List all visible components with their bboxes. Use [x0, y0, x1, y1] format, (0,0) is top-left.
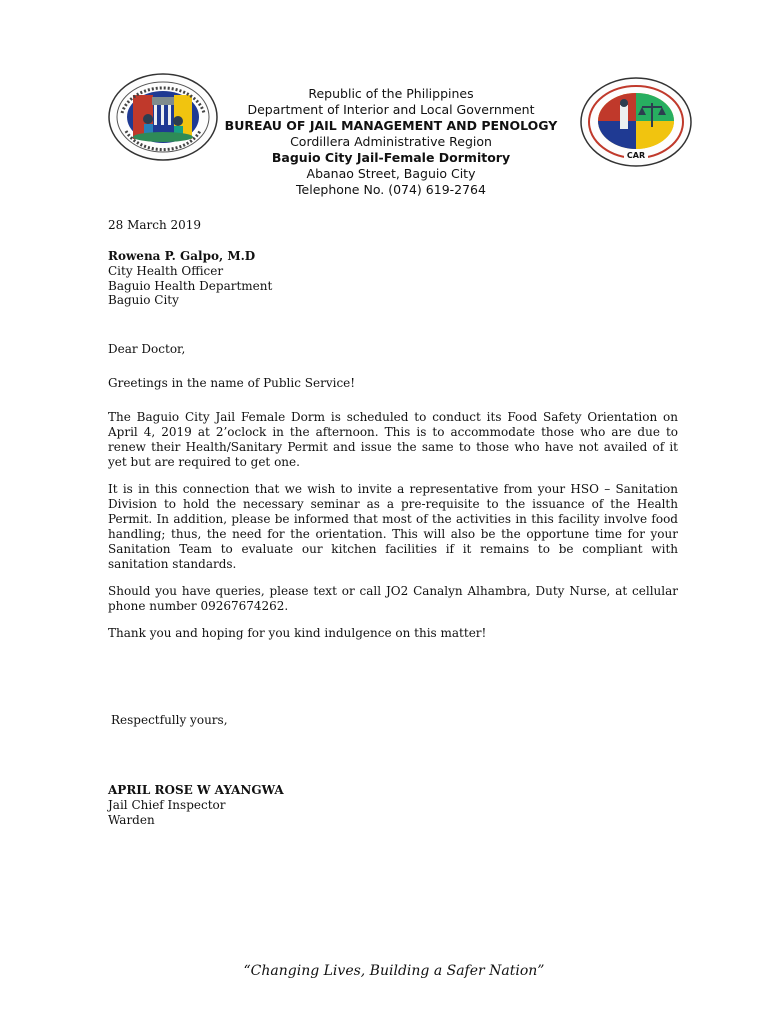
- footer-motto: “Changing Lives, Building a Safer Nation”: [243, 963, 545, 979]
- greeting: Greetings in the name of Public Service!: [108, 376, 356, 390]
- body-paragraph-1: The Baguio City Jail Female Dorm is scheduled to conduct its Food Safety Orientation on April 4, 2019 at 2’oclock in the afternoon. This is to accommodate those who are due to renew their Health/Sanitary Permit and issue the same to those who have not availed of it yet but are required to get one.: [108, 410, 678, 469]
- closing: Respectfully yours,: [111, 713, 228, 727]
- letterhead-bureau: BUREAU OF JAIL MANAGEMENT AND PENOLOGY: [224, 118, 558, 133]
- letterhead-region: Cordillera Administrative Region: [290, 134, 492, 149]
- seal-car-label: CAR: [626, 151, 646, 160]
- body-paragraph-4: Thank you and hoping for you kind indulgence on this matter!: [108, 626, 487, 640]
- letterhead-address: Abanao Street, Baguio City: [306, 166, 476, 181]
- body-paragraph-3: Should you have queries, please text or call JO2 Canalyn Alhambra, Duty Nurse, at cellular phone number 09267674262.: [108, 584, 678, 613]
- regional-bjmp-seal-icon: [580, 77, 692, 167]
- letter-date: 28 March 2019: [108, 218, 202, 232]
- letterhead: [222, 86, 560, 198]
- letterhead-telephone: Telephone No. (074) 619-2764: [296, 182, 486, 197]
- salutation: Dear Doctor,: [108, 342, 186, 356]
- recipient-city: Baguio City: [108, 293, 179, 307]
- recipient-office: Baguio Health Department: [108, 279, 273, 293]
- signatory-position: Warden: [108, 813, 155, 827]
- body-paragraph-2: It is in this connection that we wish to invite a representative from your HSO – Sanitation Division to hold the necessary seminar as a pre-requisite to the issuance of the Health Permit. In addition, please be informed that most of the activities in this facility involve food handling; thus, the need for the orientation. This will also be the opportune time for your Sanitation Team to evaluate our kitchen facilities if it remains to be compliant with sanitation standards.: [108, 482, 678, 571]
- letterhead-office: Baguio City Jail-Female Dormitory: [271, 150, 511, 165]
- bjmp-seal-icon: [108, 73, 218, 161]
- letterhead-republic: Republic of the Philippines: [308, 86, 474, 101]
- signatory-name: APRIL ROSE W AYANGWA: [108, 783, 284, 797]
- signatory-rank: Jail Chief Inspector: [108, 798, 226, 812]
- recipient-title: City Health Officer: [108, 264, 224, 278]
- letterhead-department: Department of Interior and Local Government: [247, 102, 535, 117]
- recipient-name: Rowena P. Galpo, M.D: [108, 249, 256, 263]
